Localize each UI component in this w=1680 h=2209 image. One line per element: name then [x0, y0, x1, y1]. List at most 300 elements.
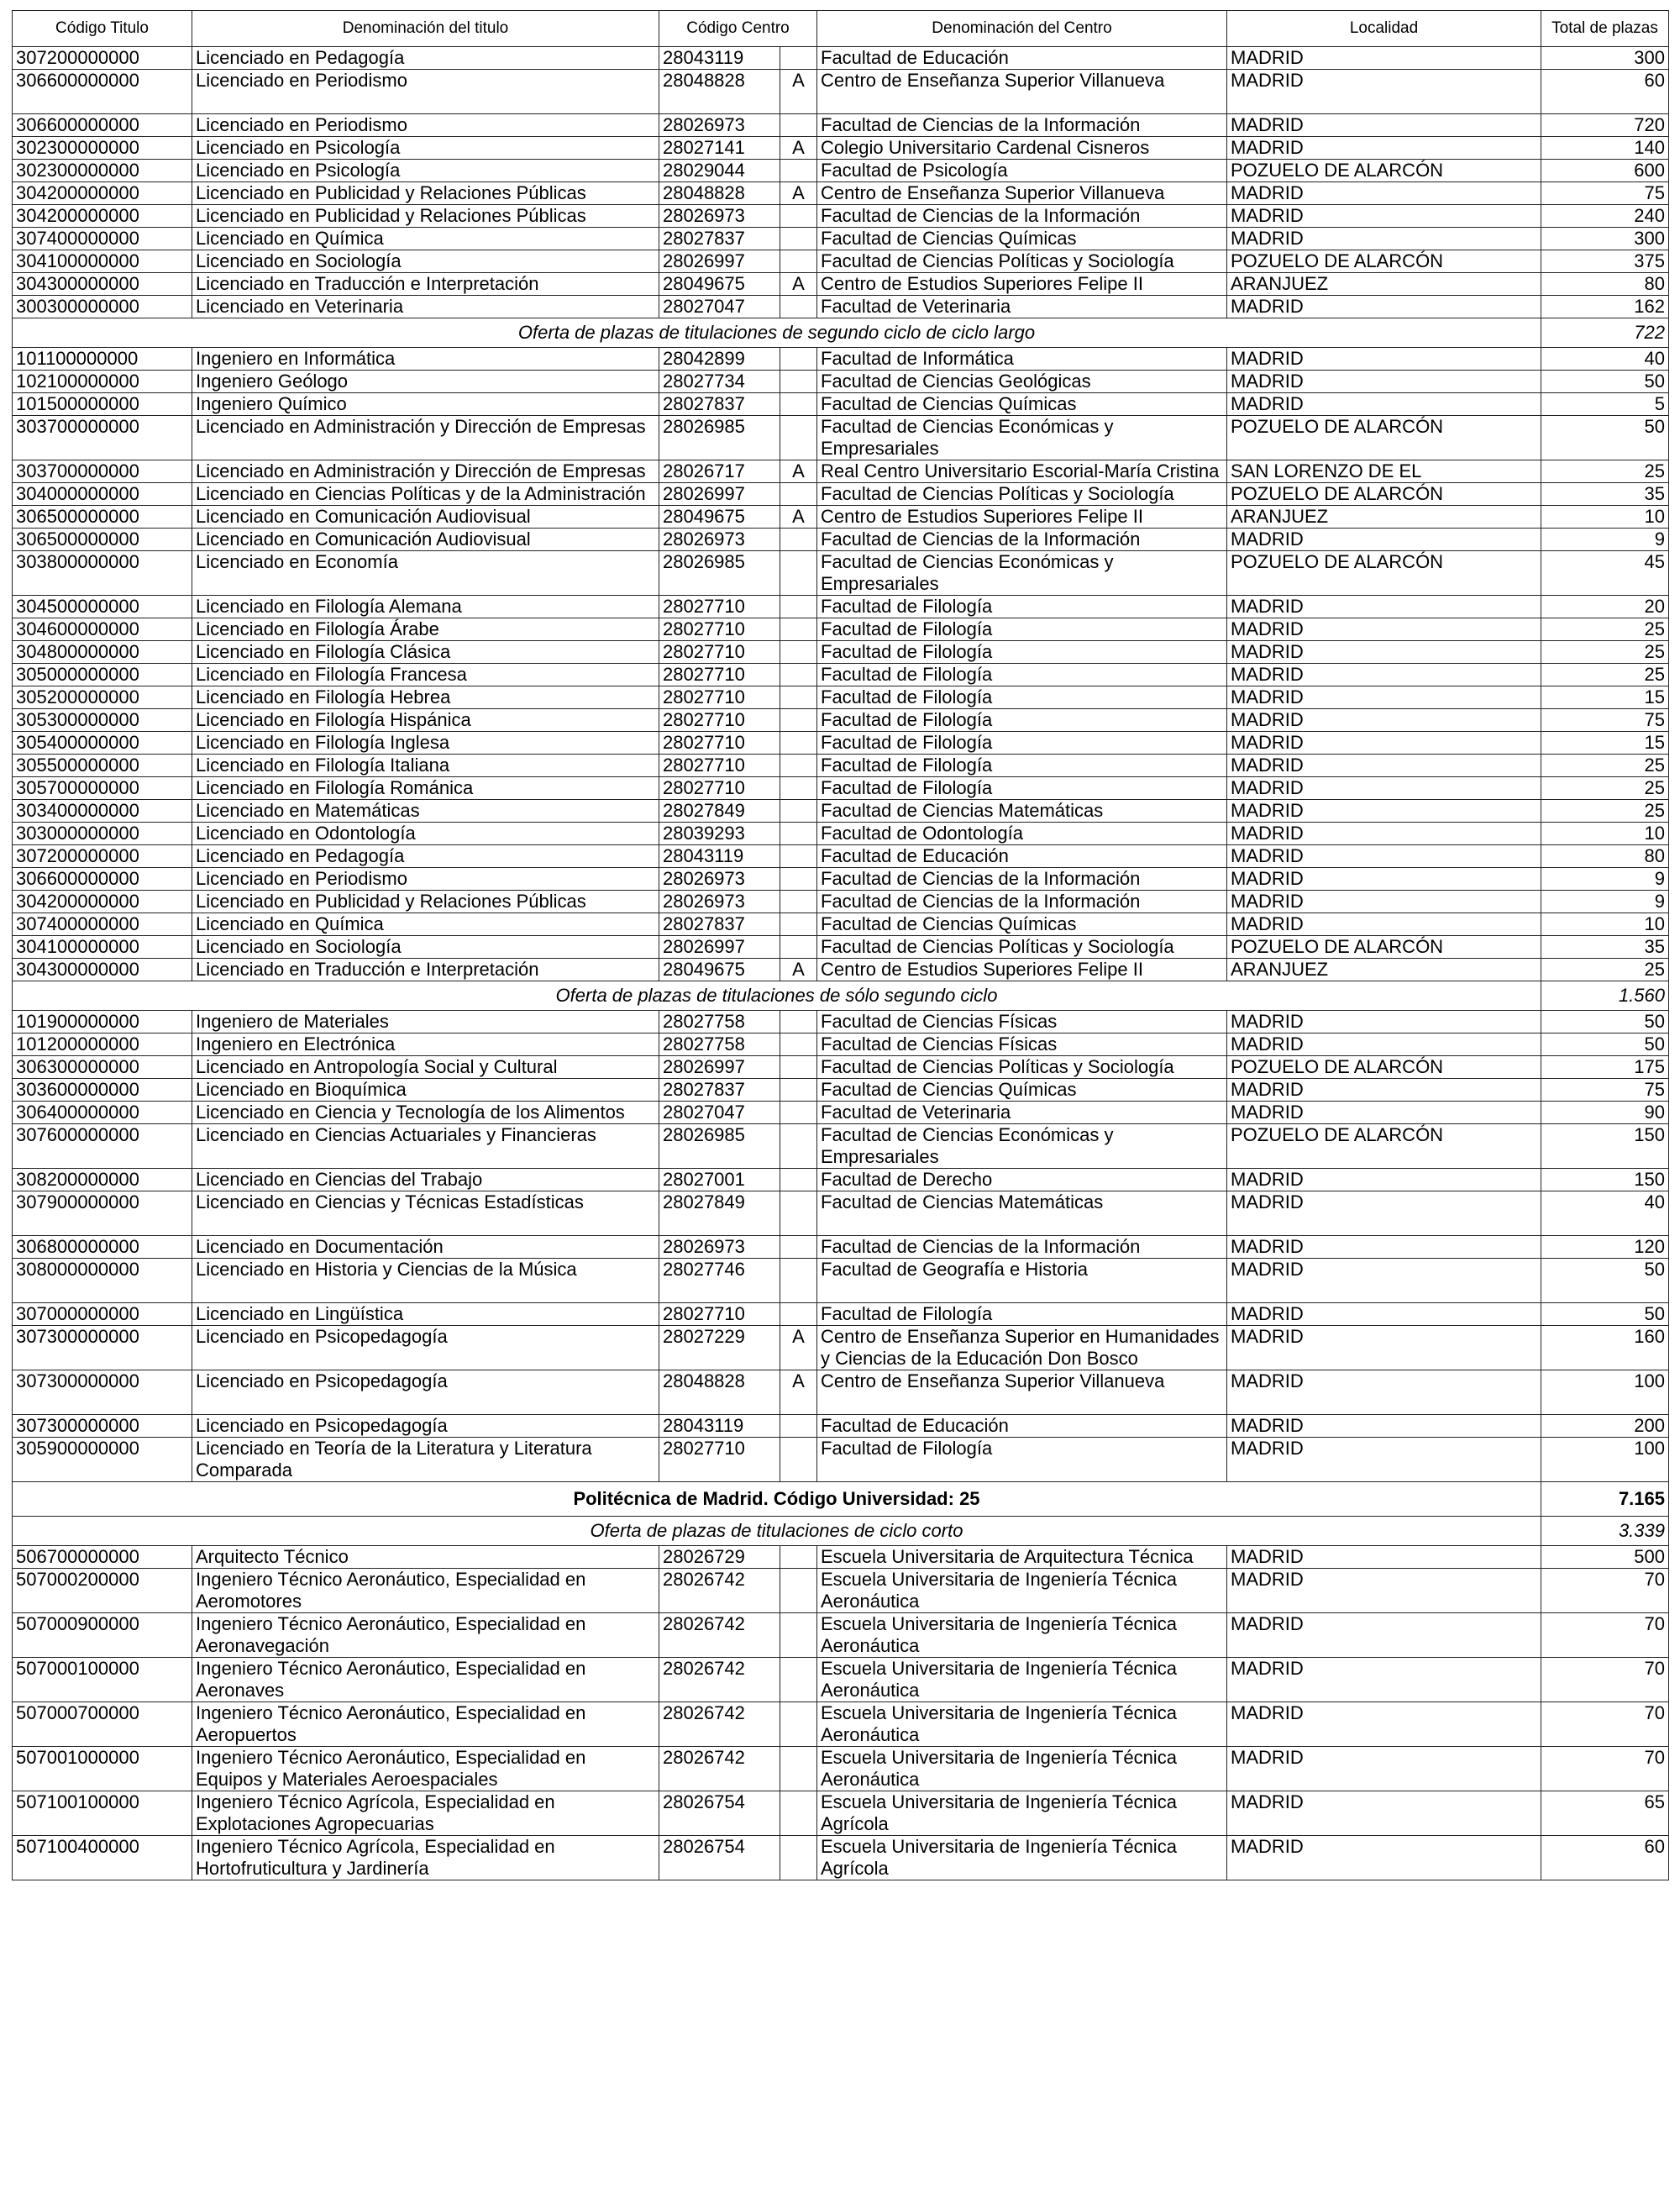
denominacion-centro-cell: Facultad de Ciencias Políticas y Sociología	[817, 250, 1227, 273]
total-plazas-cell: 60	[1541, 70, 1669, 114]
codigo-titulo-cell: 300300000000	[13, 296, 192, 318]
codigo-centro-cell: 28027710	[659, 664, 780, 686]
total-plazas-cell: 15	[1541, 686, 1669, 709]
total-plazas-cell: 40	[1541, 1191, 1669, 1236]
denominacion-titulo-cell: Licenciado en Publicidad y Relaciones Públicas	[192, 205, 659, 228]
total-plazas-cell: 35	[1541, 483, 1669, 506]
denominacion-titulo-cell: Licenciado en Administración y Dirección de Empresas	[192, 416, 659, 460]
table-row	[13, 506, 1669, 529]
table-row	[13, 551, 1669, 596]
table-row	[13, 1747, 1669, 1791]
denominacion-titulo-cell: Licenciado en Filología Italiana	[192, 755, 659, 777]
table-row	[13, 1791, 1669, 1836]
localidad-cell: MADRID	[1227, 1370, 1541, 1415]
codigo-titulo-cell: 306600000000	[13, 868, 192, 891]
denominacion-titulo-cell: Licenciado en Sociología	[192, 936, 659, 959]
table-row	[13, 823, 1669, 845]
table-row	[13, 114, 1669, 137]
denominacion-centro-cell: Escuela Universitaria de Ingeniería Técnica Aeronáutica	[817, 1702, 1227, 1747]
codigo-titulo-cell: 307400000000	[13, 913, 192, 936]
codigo-titulo-cell: 307300000000	[13, 1415, 192, 1438]
table-row	[13, 460, 1669, 483]
table-row	[13, 845, 1669, 868]
denominacion-titulo-cell: Licenciado en Psicología	[192, 137, 659, 160]
centro-adscrito-flag	[780, 228, 817, 250]
centro-adscrito-flag	[780, 1169, 817, 1191]
localidad-cell: POZUELO DE ALARCÓN	[1227, 1056, 1541, 1079]
codigo-centro-cell: 28026973	[659, 205, 780, 228]
denominacion-titulo-cell: Licenciado en Sociología	[192, 250, 659, 273]
denominacion-centro-cell: Facultad de Ciencias Químicas	[817, 913, 1227, 936]
total-plazas-cell: 150	[1541, 1169, 1669, 1191]
table-row	[13, 205, 1669, 228]
localidad-cell: MADRID	[1227, 114, 1541, 137]
table-row	[13, 777, 1669, 800]
centro-adscrito-flag	[780, 1702, 817, 1747]
centro-adscrito-flag	[780, 205, 817, 228]
denominacion-titulo-cell: Licenciado en Comunicación Audiovisual	[192, 529, 659, 551]
table-row	[13, 1326, 1669, 1370]
localidad-cell: MADRID	[1227, 1079, 1541, 1102]
localidad-cell: MADRID	[1227, 393, 1541, 416]
table-row	[13, 1303, 1669, 1326]
centro-adscrito-flag: A	[780, 137, 817, 160]
total-plazas-cell: 10	[1541, 823, 1669, 845]
total-plazas-cell: 75	[1541, 709, 1669, 732]
centro-adscrito-flag	[780, 800, 817, 823]
table-row	[13, 1011, 1669, 1033]
localidad-cell: MADRID	[1227, 823, 1541, 845]
total-plazas-cell: 80	[1541, 845, 1669, 868]
denominacion-titulo-cell: Licenciado en Teoría de la Literatura y Literatura Comparada	[192, 1438, 659, 1482]
codigo-centro-cell: 28026997	[659, 483, 780, 506]
codigo-centro-cell: 28048828	[659, 1370, 780, 1415]
codigo-centro-cell: 28026742	[659, 1613, 780, 1658]
table-row	[13, 596, 1669, 618]
codigo-titulo-cell: 307200000000	[13, 845, 192, 868]
codigo-centro-cell: 28027734	[659, 371, 780, 393]
denominacion-centro-cell: Facultad de Educación	[817, 47, 1227, 70]
codigo-centro-cell: 28026973	[659, 891, 780, 913]
centro-adscrito-flag	[780, 296, 817, 318]
codigo-titulo-cell: 302300000000	[13, 137, 192, 160]
denominacion-titulo-cell: Licenciado en Pedagogía	[192, 845, 659, 868]
localidad-cell: ARANJUEZ	[1227, 273, 1541, 296]
table-row	[13, 1438, 1669, 1482]
localidad-cell: ARANJUEZ	[1227, 959, 1541, 981]
denominacion-centro-cell: Facultad de Filología	[817, 1303, 1227, 1326]
codigo-titulo-cell: 507000700000	[13, 1702, 192, 1747]
denominacion-centro-cell: Escuela Universitaria de Ingeniería Técnica Aeronáutica	[817, 1658, 1227, 1702]
codigo-centro-cell: 28027710	[659, 1303, 780, 1326]
table-row	[13, 1079, 1669, 1102]
table-row	[13, 709, 1669, 732]
codigo-centro-cell: 28027001	[659, 1169, 780, 1191]
codigo-titulo-cell: 101200000000	[13, 1033, 192, 1056]
centro-adscrito-flag: A	[780, 460, 817, 483]
codigo-centro-cell: 28027047	[659, 296, 780, 318]
denominacion-titulo-cell: Licenciado en Publicidad y Relaciones Públicas	[192, 182, 659, 205]
denominacion-titulo-cell: Ingeniero Técnico Aeronáutico, Especialidad en Equipos y Materiales Aeroespaciales	[192, 1747, 659, 1791]
denominacion-titulo-cell: Ingeniero Técnico Agrícola, Especialidad en Explotaciones Agropecuarias	[192, 1791, 659, 1836]
denominacion-centro-cell: Facultad de Filología	[817, 664, 1227, 686]
codigo-centro-cell: 28026997	[659, 250, 780, 273]
localidad-cell: MADRID	[1227, 755, 1541, 777]
table-row	[13, 250, 1669, 273]
codigo-titulo-cell: 506700000000	[13, 1546, 192, 1569]
codigo-titulo-cell: 307400000000	[13, 228, 192, 250]
centro-adscrito-flag	[780, 483, 817, 506]
denominacion-titulo-cell: Ingeniero Químico	[192, 393, 659, 416]
centro-adscrito-flag	[780, 1546, 817, 1569]
codigo-centro-cell: 28027710	[659, 755, 780, 777]
localidad-cell: MADRID	[1227, 596, 1541, 618]
centro-adscrito-flag	[780, 1102, 817, 1124]
table-row	[13, 664, 1669, 686]
denominacion-centro-cell: Facultad de Ciencias Políticas y Sociología	[817, 1056, 1227, 1079]
denominacion-centro-cell: Facultad de Odontología	[817, 823, 1227, 845]
total-plazas-cell: 162	[1541, 296, 1669, 318]
centro-adscrito-flag	[780, 732, 817, 755]
localidad-cell: MADRID	[1227, 70, 1541, 114]
codigo-centro-cell: 28029044	[659, 160, 780, 182]
university-total: 7.165	[1541, 1482, 1669, 1517]
table-header-row	[13, 11, 1669, 47]
col-header-denominacion-centro: Denominación del Centro	[817, 11, 1227, 47]
codigo-centro-cell: 28048828	[659, 70, 780, 114]
section-title: Oferta de plazas de titulaciones de segundo ciclo de ciclo largo	[13, 318, 1541, 348]
localidad-cell: MADRID	[1227, 1236, 1541, 1259]
codigo-centro-cell: 28027837	[659, 228, 780, 250]
denominacion-titulo-cell: Licenciado en Filología Francesa	[192, 664, 659, 686]
total-plazas-cell: 60	[1541, 1836, 1669, 1880]
localidad-cell: MADRID	[1227, 1033, 1541, 1056]
centro-adscrito-flag	[780, 596, 817, 618]
total-plazas-cell: 50	[1541, 1011, 1669, 1033]
codigo-titulo-cell: 303600000000	[13, 1079, 192, 1102]
denominacion-centro-cell: Facultad de Ciencias Físicas	[817, 1033, 1227, 1056]
codigo-titulo-cell: 307300000000	[13, 1326, 192, 1370]
localidad-cell: MADRID	[1227, 205, 1541, 228]
denominacion-titulo-cell: Licenciado en Publicidad y Relaciones Públicas	[192, 891, 659, 913]
centro-adscrito-flag: A	[780, 959, 817, 981]
denominacion-titulo-cell: Licenciado en Antropología Social y Cultural	[192, 1056, 659, 1079]
codigo-titulo-cell: 304200000000	[13, 182, 192, 205]
centro-adscrito-flag: A	[780, 182, 817, 205]
denominacion-titulo-cell: Ingeniero Técnico Aeronáutico, Especialidad en Aeromotores	[192, 1569, 659, 1613]
localidad-cell: MADRID	[1227, 1303, 1541, 1326]
total-plazas-cell: 175	[1541, 1056, 1669, 1079]
codigo-titulo-cell: 304500000000	[13, 596, 192, 618]
localidad-cell: MADRID	[1227, 845, 1541, 868]
denominacion-centro-cell: Facultad de Ciencias Económicas y Empresariales	[817, 551, 1227, 596]
denominacion-centro-cell: Centro de Enseñanza Superior Villanueva	[817, 70, 1227, 114]
table-row	[13, 1702, 1669, 1747]
codigo-titulo-cell: 307200000000	[13, 47, 192, 70]
centro-adscrito-flag	[780, 755, 817, 777]
table-row	[13, 137, 1669, 160]
localidad-cell: MADRID	[1227, 686, 1541, 709]
denominacion-centro-cell: Facultad de Filología	[817, 755, 1227, 777]
localidad-cell: POZUELO DE ALARCÓN	[1227, 416, 1541, 460]
total-plazas-cell: 50	[1541, 1303, 1669, 1326]
plazas-table	[12, 10, 1669, 1880]
table-row	[13, 228, 1669, 250]
denominacion-titulo-cell: Licenciado en Filología Hispánica	[192, 709, 659, 732]
section-subtotal-row	[13, 981, 1669, 1011]
denominacion-centro-cell: Facultad de Ciencias Químicas	[817, 228, 1227, 250]
codigo-titulo-cell: 303400000000	[13, 800, 192, 823]
denominacion-centro-cell: Facultad de Informática	[817, 348, 1227, 371]
table-row	[13, 1169, 1669, 1191]
centro-adscrito-flag	[780, 1438, 817, 1482]
denominacion-titulo-cell: Licenciado en Traducción e Interpretación	[192, 273, 659, 296]
codigo-centro-cell: 28049675	[659, 273, 780, 296]
denominacion-titulo-cell: Licenciado en Veterinaria	[192, 296, 659, 318]
total-plazas-cell: 70	[1541, 1569, 1669, 1613]
denominacion-titulo-cell: Licenciado en Psicopedagogía	[192, 1326, 659, 1370]
codigo-centro-cell: 28043119	[659, 845, 780, 868]
centro-adscrito-flag	[780, 348, 817, 371]
denominacion-centro-cell: Centro de Enseñanza Superior Villanueva	[817, 182, 1227, 205]
codigo-centro-cell: 28026973	[659, 114, 780, 137]
codigo-titulo-cell: 307000000000	[13, 1303, 192, 1326]
denominacion-centro-cell: Facultad de Geografía e Historia	[817, 1259, 1227, 1303]
total-plazas-cell: 25	[1541, 618, 1669, 641]
denominacion-centro-cell: Escuela Universitaria de Ingeniería Técnica Agrícola	[817, 1836, 1227, 1880]
total-plazas-cell: 80	[1541, 273, 1669, 296]
centro-adscrito-flag	[780, 1303, 817, 1326]
total-plazas-cell: 25	[1541, 664, 1669, 686]
denominacion-titulo-cell: Licenciado en Historia y Ciencias de la Música	[192, 1259, 659, 1303]
total-plazas-cell: 25	[1541, 460, 1669, 483]
codigo-titulo-cell: 303000000000	[13, 823, 192, 845]
codigo-titulo-cell: 306500000000	[13, 529, 192, 551]
centro-adscrito-flag	[780, 1259, 817, 1303]
total-plazas-cell: 25	[1541, 755, 1669, 777]
localidad-cell: POZUELO DE ALARCÓN	[1227, 160, 1541, 182]
total-plazas-cell: 10	[1541, 913, 1669, 936]
total-plazas-cell: 45	[1541, 551, 1669, 596]
codigo-centro-cell: 28026717	[659, 460, 780, 483]
total-plazas-cell: 375	[1541, 250, 1669, 273]
denominacion-titulo-cell: Arquitecto Técnico	[192, 1546, 659, 1569]
centro-adscrito-flag	[780, 47, 817, 70]
denominacion-centro-cell: Facultad de Filología	[817, 686, 1227, 709]
denominacion-centro-cell: Facultad de Filología	[817, 641, 1227, 664]
localidad-cell: MADRID	[1227, 1415, 1541, 1438]
total-plazas-cell: 40	[1541, 348, 1669, 371]
codigo-centro-cell: 28027141	[659, 137, 780, 160]
codigo-titulo-cell: 304100000000	[13, 936, 192, 959]
localidad-cell: MADRID	[1227, 1326, 1541, 1370]
total-plazas-cell: 200	[1541, 1415, 1669, 1438]
centro-adscrito-flag	[780, 250, 817, 273]
denominacion-centro-cell: Facultad de Ciencias de la Información	[817, 205, 1227, 228]
codigo-centro-cell: 28027710	[659, 596, 780, 618]
centro-adscrito-flag	[780, 114, 817, 137]
section-total: 1.560	[1541, 981, 1669, 1011]
total-plazas-cell: 70	[1541, 1702, 1669, 1747]
localidad-cell: MADRID	[1227, 529, 1541, 551]
denominacion-titulo-cell: Licenciado en Comunicación Audiovisual	[192, 506, 659, 529]
table-row	[13, 1191, 1669, 1236]
codigo-centro-cell: 28026973	[659, 868, 780, 891]
codigo-titulo-cell: 303700000000	[13, 460, 192, 483]
codigo-centro-cell: 28027837	[659, 1079, 780, 1102]
table-row	[13, 1613, 1669, 1658]
plazas-table-sheet	[12, 10, 1668, 1880]
denominacion-centro-cell: Facultad de Filología	[817, 618, 1227, 641]
total-plazas-cell: 300	[1541, 47, 1669, 70]
centro-adscrito-flag	[780, 1613, 817, 1658]
total-plazas-cell: 70	[1541, 1613, 1669, 1658]
denominacion-titulo-cell: Ingeniero Geólogo	[192, 371, 659, 393]
localidad-cell: MADRID	[1227, 1546, 1541, 1569]
localidad-cell: MADRID	[1227, 1658, 1541, 1702]
total-plazas-cell: 50	[1541, 416, 1669, 460]
total-plazas-cell: 140	[1541, 137, 1669, 160]
denominacion-centro-cell: Escuela Universitaria de Ingeniería Técnica Aeronáutica	[817, 1613, 1227, 1658]
denominacion-centro-cell: Facultad de Filología	[817, 732, 1227, 755]
total-plazas-cell: 65	[1541, 1791, 1669, 1836]
codigo-titulo-cell: 303700000000	[13, 416, 192, 460]
centro-adscrito-flag	[780, 1011, 817, 1033]
codigo-centro-cell: 28026985	[659, 1124, 780, 1169]
localidad-cell: MADRID	[1227, 1569, 1541, 1613]
denominacion-centro-cell: Centro de Enseñanza Superior Villanueva	[817, 1370, 1227, 1415]
denominacion-titulo-cell: Licenciado en Química	[192, 913, 659, 936]
denominacion-titulo-cell: Licenciado en Filología Alemana	[192, 596, 659, 618]
denominacion-titulo-cell: Ingeniero Técnico Aeronáutico, Especialidad en Aeronavegación	[192, 1613, 659, 1658]
denominacion-centro-cell: Facultad de Filología	[817, 709, 1227, 732]
codigo-centro-cell: 28027758	[659, 1011, 780, 1033]
table-row	[13, 1546, 1669, 1569]
table-row	[13, 348, 1669, 371]
section-title: Oferta de plazas de titulaciones de sólo segundo ciclo	[13, 981, 1541, 1011]
denominacion-titulo-cell: Licenciado en Ciencia y Tecnología de los Alimentos	[192, 1102, 659, 1124]
codigo-titulo-cell: 507001000000	[13, 1747, 192, 1791]
table-row	[13, 47, 1669, 70]
table-row	[13, 868, 1669, 891]
table-row	[13, 371, 1669, 393]
total-plazas-cell: 9	[1541, 529, 1669, 551]
table-row	[13, 959, 1669, 981]
codigo-centro-cell: 28027837	[659, 393, 780, 416]
localidad-cell: MADRID	[1227, 137, 1541, 160]
table-body	[13, 47, 1669, 1880]
codigo-titulo-cell: 307300000000	[13, 1370, 192, 1415]
localidad-cell: MADRID	[1227, 1102, 1541, 1124]
denominacion-titulo-cell: Licenciado en Pedagogía	[192, 47, 659, 70]
denominacion-titulo-cell: Licenciado en Documentación	[192, 1236, 659, 1259]
denominacion-titulo-cell: Ingeniero Técnico Aeronáutico, Especialidad en Aeronaves	[192, 1658, 659, 1702]
table-row	[13, 273, 1669, 296]
denominacion-titulo-cell: Licenciado en Traducción e Interpretación	[192, 959, 659, 981]
denominacion-titulo-cell: Licenciado en Economía	[192, 551, 659, 596]
codigo-centro-cell: 28026742	[659, 1702, 780, 1747]
denominacion-titulo-cell: Licenciado en Filología Románica	[192, 777, 659, 800]
codigo-centro-cell: 28026742	[659, 1569, 780, 1613]
localidad-cell: MADRID	[1227, 732, 1541, 755]
localidad-cell: MADRID	[1227, 182, 1541, 205]
denominacion-titulo-cell: Licenciado en Filología Hebrea	[192, 686, 659, 709]
codigo-centro-cell: 28027710	[659, 709, 780, 732]
denominacion-centro-cell: Facultad de Ciencias Políticas y Sociología	[817, 483, 1227, 506]
codigo-centro-cell: 28026985	[659, 551, 780, 596]
codigo-titulo-cell: 306600000000	[13, 114, 192, 137]
denominacion-centro-cell: Facultad de Ciencias de la Información	[817, 868, 1227, 891]
codigo-centro-cell: 28027849	[659, 1191, 780, 1236]
total-plazas-cell: 720	[1541, 114, 1669, 137]
denominacion-centro-cell: Escuela Universitaria de Ingeniería Técnica Agrícola	[817, 1791, 1227, 1836]
denominacion-centro-cell: Facultad de Ciencias Químicas	[817, 393, 1227, 416]
table-row	[13, 393, 1669, 416]
denominacion-centro-cell: Facultad de Ciencias Matemáticas	[817, 1191, 1227, 1236]
table-row	[13, 1415, 1669, 1438]
codigo-centro-cell: 28026973	[659, 1236, 780, 1259]
table-row	[13, 686, 1669, 709]
total-plazas-cell: 100	[1541, 1438, 1669, 1482]
table-row	[13, 732, 1669, 755]
localidad-cell: MADRID	[1227, 777, 1541, 800]
localidad-cell: MADRID	[1227, 891, 1541, 913]
denominacion-centro-cell: Centro de Estudios Superiores Felipe II	[817, 273, 1227, 296]
centro-adscrito-flag: A	[780, 1326, 817, 1370]
denominacion-titulo-cell: Licenciado en Bioquímica	[192, 1079, 659, 1102]
localidad-cell: POZUELO DE ALARCÓN	[1227, 250, 1541, 273]
centro-adscrito-flag	[780, 160, 817, 182]
table-row	[13, 1102, 1669, 1124]
denominacion-centro-cell: Escuela Universitaria de Ingeniería Técnica Aeronáutica	[817, 1747, 1227, 1791]
localidad-cell: MADRID	[1227, 709, 1541, 732]
codigo-centro-cell: 28049675	[659, 959, 780, 981]
localidad-cell: MADRID	[1227, 1613, 1541, 1658]
total-plazas-cell: 500	[1541, 1546, 1669, 1569]
centro-adscrito-flag	[780, 1056, 817, 1079]
table-row	[13, 1836, 1669, 1880]
codigo-centro-cell: 28026997	[659, 1056, 780, 1079]
section-total: 722	[1541, 318, 1669, 348]
table-row	[13, 936, 1669, 959]
total-plazas-cell: 50	[1541, 1033, 1669, 1056]
table-row	[13, 618, 1669, 641]
codigo-titulo-cell: 308200000000	[13, 1169, 192, 1191]
denominacion-centro-cell: Facultad de Ciencias Físicas	[817, 1011, 1227, 1033]
denominacion-centro-cell: Real Centro Universitario Escorial-María Cristina	[817, 460, 1227, 483]
denominacion-titulo-cell: Licenciado en Filología Clásica	[192, 641, 659, 664]
codigo-titulo-cell: 305400000000	[13, 732, 192, 755]
denominacion-titulo-cell: Licenciado en Ciencias del Trabajo	[192, 1169, 659, 1191]
codigo-centro-cell: 28026742	[659, 1658, 780, 1702]
codigo-titulo-cell: 302300000000	[13, 160, 192, 182]
table-row	[13, 1236, 1669, 1259]
codigo-centro-cell: 28042899	[659, 348, 780, 371]
codigo-titulo-cell: 306400000000	[13, 1102, 192, 1124]
denominacion-titulo-cell: Licenciado en Psicopedagogía	[192, 1415, 659, 1438]
codigo-titulo-cell: 305200000000	[13, 686, 192, 709]
codigo-titulo-cell: 304800000000	[13, 641, 192, 664]
localidad-cell: MADRID	[1227, 618, 1541, 641]
localidad-cell: MADRID	[1227, 1836, 1541, 1880]
codigo-titulo-cell: 306600000000	[13, 70, 192, 114]
centro-adscrito-flag	[780, 1747, 817, 1791]
table-row	[13, 800, 1669, 823]
centro-adscrito-flag	[780, 1191, 817, 1236]
total-plazas-cell: 25	[1541, 641, 1669, 664]
table-row	[13, 1370, 1669, 1415]
localidad-cell: MADRID	[1227, 348, 1541, 371]
